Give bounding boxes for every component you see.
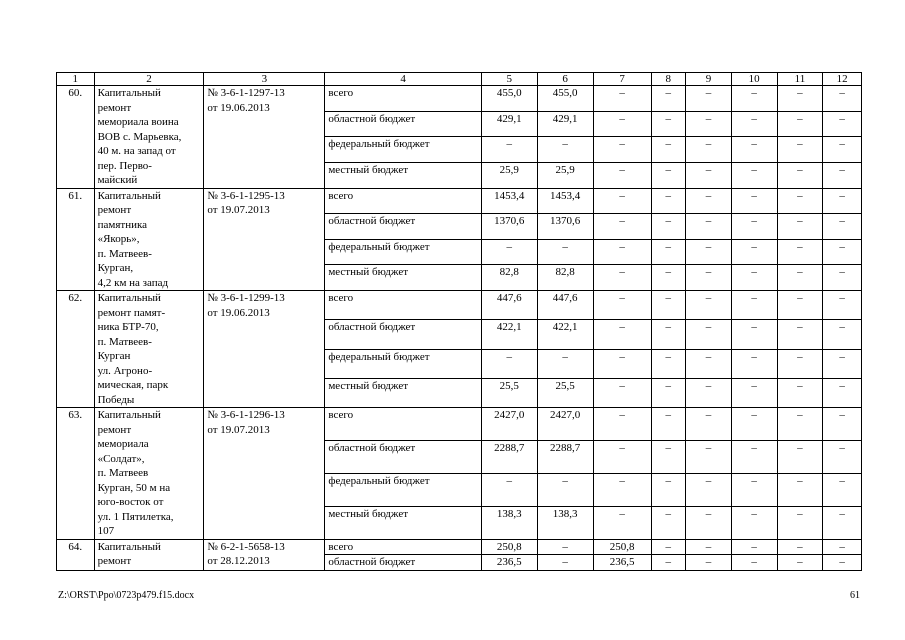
amount-cell: –: [593, 111, 651, 137]
object-name-line: ВОВ с. Марьевка,: [97, 130, 182, 143]
amount-cell: –: [651, 539, 686, 555]
amount-cell: –: [593, 188, 651, 214]
table-body: [57, 73, 862, 571]
amount-cell: –: [731, 111, 777, 137]
amount-cell: –: [651, 291, 686, 320]
amount-cell: –: [686, 440, 732, 473]
amount-cell: –: [481, 349, 537, 378]
amount-cell: –: [777, 162, 823, 188]
amount-cell: –: [537, 239, 593, 265]
amount-cell: –: [686, 214, 732, 240]
object-name-line: Капитальный: [97, 189, 161, 202]
amount-cell: –: [686, 408, 732, 441]
amount-cell: –: [823, 188, 862, 214]
amount-cell: –: [823, 408, 862, 441]
funding-source: федеральный бюджет: [325, 137, 482, 163]
amount-cell: –: [823, 86, 862, 112]
amount-cell: –: [777, 349, 823, 378]
document-reference: [204, 408, 325, 540]
amount-cell: 250,8: [593, 539, 651, 555]
object-name-line: ул. Агроно-: [97, 364, 153, 377]
amount-cell: –: [731, 440, 777, 473]
column-number-header: 5: [481, 73, 537, 86]
amount-cell: –: [481, 239, 537, 265]
object-name-line: ремонт: [97, 204, 132, 216]
amount-cell: –: [731, 320, 777, 349]
amount-cell: –: [593, 440, 651, 473]
column-number-header: 9: [686, 73, 732, 86]
amount-cell: –: [731, 555, 777, 571]
amount-cell: 138,3: [481, 506, 537, 539]
column-number-header: 8: [651, 73, 686, 86]
amount-cell: 1453,4: [537, 188, 593, 214]
amount-cell: –: [537, 137, 593, 163]
object-name-line: Курган, 50 м на: [97, 481, 171, 494]
amount-cell: –: [777, 214, 823, 240]
amount-cell: 429,1: [537, 111, 593, 137]
amount-cell: –: [686, 111, 732, 137]
entry-number: 60.: [57, 86, 95, 189]
object-name-line: 4,2 км на запад: [97, 276, 169, 289]
amount-cell: –: [651, 137, 686, 163]
funding-source: всего: [325, 539, 482, 555]
object-name: [94, 188, 204, 291]
amount-cell: –: [823, 506, 862, 539]
amount-cell: –: [777, 239, 823, 265]
document-reference-line: № 3-6-1-1295-13: [207, 189, 285, 202]
amount-cell: –: [481, 473, 537, 506]
amount-cell: –: [731, 539, 777, 555]
amount-cell: –: [777, 408, 823, 441]
object-name-line: ремонт: [97, 555, 132, 567]
amount-cell: –: [777, 265, 823, 291]
object-name-line: Победы: [97, 393, 135, 406]
amount-cell: –: [651, 162, 686, 188]
object-name-line: мическая, парк: [97, 379, 169, 391]
amount-cell: 1370,6: [481, 214, 537, 240]
amount-cell: 25,9: [481, 162, 537, 188]
amount-cell: 82,8: [481, 265, 537, 291]
object-name-line: Капитальный: [97, 292, 161, 304]
object-name-line: 40 м. на запад от: [97, 145, 176, 157]
funding-source: областной бюджет: [325, 214, 482, 240]
amount-cell: –: [777, 137, 823, 163]
amount-cell: –: [651, 86, 686, 112]
amount-cell: –: [777, 320, 823, 349]
amount-cell: –: [686, 473, 732, 506]
amount-cell: –: [823, 265, 862, 291]
amount-cell: –: [593, 86, 651, 112]
amount-cell: 2427,0: [481, 408, 537, 441]
amount-cell: 2288,7: [537, 440, 593, 473]
amount-cell: –: [777, 111, 823, 137]
funding-source: местный бюджет: [325, 506, 482, 539]
amount-cell: –: [731, 86, 777, 112]
amount-cell: 429,1: [481, 111, 537, 137]
amount-cell: –: [593, 320, 651, 349]
amount-cell: –: [686, 555, 732, 571]
amount-cell: 250,8: [481, 539, 537, 555]
amount-cell: –: [481, 137, 537, 163]
object-name-line: ул. 1 Пятилетка,: [97, 510, 174, 523]
object-name-line: п. Матвеев-: [97, 247, 152, 260]
amount-cell: –: [593, 137, 651, 163]
column-number-header: 3: [204, 73, 325, 86]
object-name-line: мемориала: [97, 438, 149, 450]
amount-cell: 1453,4: [481, 188, 537, 214]
funding-source: местный бюджет: [325, 378, 482, 407]
amount-cell: 455,0: [481, 86, 537, 112]
amount-cell: –: [731, 137, 777, 163]
amount-cell: –: [823, 539, 862, 555]
document-reference-line: № 3-6-1-1296-13: [207, 409, 285, 421]
entry-number: 61.: [57, 188, 95, 291]
amount-cell: 422,1: [537, 320, 593, 349]
column-number-header: 6: [537, 73, 593, 86]
amount-cell: –: [777, 555, 823, 571]
funding-source: областной бюджет: [325, 320, 482, 349]
amount-cell: –: [537, 539, 593, 555]
amount-cell: –: [593, 473, 651, 506]
object-name-line: мемориала воина: [97, 116, 179, 128]
funding-source: федеральный бюджет: [325, 349, 482, 378]
object-name-line: ремонт: [97, 101, 132, 114]
amount-cell: –: [777, 378, 823, 407]
object-name-line: Капитальный: [97, 540, 161, 553]
funding-source: областной бюджет: [325, 555, 482, 571]
amount-cell: –: [593, 291, 651, 320]
column-number-header: 11: [777, 73, 823, 86]
amount-cell: 1370,6: [537, 214, 593, 240]
amount-cell: –: [651, 349, 686, 378]
amount-cell: –: [593, 408, 651, 441]
amount-cell: –: [823, 473, 862, 506]
amount-cell: –: [731, 349, 777, 378]
document-reference: [204, 539, 325, 570]
amount-cell: –: [731, 506, 777, 539]
amount-cell: –: [537, 473, 593, 506]
amount-cell: –: [777, 539, 823, 555]
document-reference: [204, 86, 325, 189]
amount-cell: –: [651, 408, 686, 441]
funding-source: областной бюджет: [325, 111, 482, 137]
amount-cell: –: [731, 265, 777, 291]
amount-cell: –: [686, 162, 732, 188]
amount-cell: –: [593, 162, 651, 188]
amount-cell: –: [686, 539, 732, 555]
document-reference-line: от 19.07.2013: [207, 423, 270, 436]
object-name: [94, 408, 204, 540]
amount-cell: –: [686, 291, 732, 320]
object-name-line: «Якорь»,: [97, 233, 140, 245]
amount-cell: –: [823, 378, 862, 407]
amount-cell: 82,8: [537, 265, 593, 291]
amount-cell: –: [823, 137, 862, 163]
amount-cell: –: [731, 188, 777, 214]
funding-source: областной бюджет: [325, 440, 482, 473]
object-name-line: пер. Перво-: [97, 159, 152, 172]
object-name: [94, 86, 204, 189]
document-reference-line: от 19.06.2013: [207, 101, 270, 114]
document-reference-line: № 3-6-1-1297-13: [207, 87, 285, 99]
object-name-line: п. Матвеев-: [97, 335, 152, 348]
object-name-line: Капитальный: [97, 409, 161, 421]
document-reference-line: от 28.12.2013: [207, 555, 270, 567]
amount-cell: –: [823, 349, 862, 378]
amount-cell: –: [823, 555, 862, 571]
amount-cell: –: [593, 265, 651, 291]
amount-cell: –: [651, 111, 686, 137]
table-row: [57, 408, 862, 441]
amount-cell: –: [823, 239, 862, 265]
amount-cell: 138,3: [537, 506, 593, 539]
funding-source: местный бюджет: [325, 162, 482, 188]
document-reference-line: от 19.06.2013: [207, 306, 270, 319]
amount-cell: –: [651, 378, 686, 407]
object-name-line: Капитальный: [97, 87, 161, 99]
amount-cell: 2288,7: [481, 440, 537, 473]
document-reference: [204, 291, 325, 408]
amount-cell: –: [777, 440, 823, 473]
amount-cell: –: [593, 214, 651, 240]
object-name-line: «Солдат»,: [97, 452, 145, 465]
footer-page-number: 61: [850, 590, 860, 601]
amount-cell: –: [731, 291, 777, 320]
funding-source: местный бюджет: [325, 265, 482, 291]
amount-cell: –: [686, 265, 732, 291]
amount-cell: 447,6: [537, 291, 593, 320]
object-name: [94, 291, 204, 408]
amount-cell: –: [686, 188, 732, 214]
column-number-header: 4: [325, 73, 482, 86]
object-name-line: п. Матвеев: [97, 467, 149, 479]
amount-cell: –: [651, 473, 686, 506]
amount-cell: –: [823, 214, 862, 240]
budget-table: [56, 72, 862, 571]
column-number-header: 2: [94, 73, 204, 86]
funding-source: всего: [325, 86, 482, 112]
amount-cell: –: [731, 162, 777, 188]
footer-file-path: Z:\ORST\Ppo\0723p479.f15.docx: [58, 590, 195, 601]
funding-source: федеральный бюджет: [325, 239, 482, 265]
table-row: [57, 188, 862, 214]
amount-cell: –: [686, 320, 732, 349]
funding-source: всего: [325, 291, 482, 320]
table-row: [57, 291, 862, 320]
amount-cell: –: [651, 320, 686, 349]
amount-cell: –: [823, 291, 862, 320]
amount-cell: 236,5: [481, 555, 537, 571]
amount-cell: –: [651, 265, 686, 291]
amount-cell: –: [593, 506, 651, 539]
object-name: [94, 539, 204, 570]
amount-cell: –: [686, 86, 732, 112]
amount-cell: –: [651, 440, 686, 473]
amount-cell: –: [537, 555, 593, 571]
amount-cell: –: [593, 349, 651, 378]
object-name-line: майский: [97, 174, 138, 186]
amount-cell: –: [651, 555, 686, 571]
amount-cell: 455,0: [537, 86, 593, 112]
document-reference-line: № 3-6-1-1299-13: [207, 292, 285, 304]
object-name-line: Курган: [97, 350, 131, 362]
amount-cell: 2427,0: [537, 408, 593, 441]
amount-cell: 236,5: [593, 555, 651, 571]
entry-number: 62.: [57, 291, 95, 408]
object-name-line: памятника: [97, 218, 148, 231]
amount-cell: –: [651, 188, 686, 214]
amount-cell: 25,9: [537, 162, 593, 188]
amount-cell: –: [731, 473, 777, 506]
amount-cell: 447,6: [481, 291, 537, 320]
object-name-line: ника БТР-70,: [97, 321, 159, 333]
amount-cell: 25,5: [481, 378, 537, 407]
amount-cell: –: [686, 349, 732, 378]
object-name-line: юго-восток от: [97, 496, 164, 508]
amount-cell: –: [731, 378, 777, 407]
amount-cell: –: [777, 473, 823, 506]
object-name-line: Курган,: [97, 262, 134, 274]
object-name-line: 107: [97, 525, 115, 537]
amount-cell: –: [823, 320, 862, 349]
amount-cell: –: [686, 506, 732, 539]
amount-cell: –: [823, 162, 862, 188]
funding-source: федеральный бюджет: [325, 473, 482, 506]
amount-cell: –: [777, 506, 823, 539]
amount-cell: –: [777, 86, 823, 112]
amount-cell: –: [777, 188, 823, 214]
amount-cell: –: [777, 291, 823, 320]
column-number-header: 12: [823, 73, 862, 86]
amount-cell: –: [731, 214, 777, 240]
amount-cell: –: [593, 378, 651, 407]
amount-cell: –: [651, 214, 686, 240]
column-number-header: 1: [57, 73, 95, 86]
object-name-line: ремонт: [97, 423, 132, 436]
table-row: [57, 539, 862, 555]
amount-cell: –: [537, 349, 593, 378]
header-row: [57, 73, 862, 86]
column-number-header: 7: [593, 73, 651, 86]
table-row: [57, 86, 862, 112]
amount-cell: –: [686, 137, 732, 163]
amount-cell: 25,5: [537, 378, 593, 407]
amount-cell: 422,1: [481, 320, 537, 349]
column-number-header: 10: [731, 73, 777, 86]
amount-cell: –: [593, 239, 651, 265]
entry-number: 64.: [57, 539, 95, 570]
amount-cell: –: [651, 239, 686, 265]
amount-cell: –: [686, 239, 732, 265]
amount-cell: –: [823, 440, 862, 473]
document-reference: [204, 188, 325, 291]
document-reference-line: от 19.07.2013: [207, 204, 270, 216]
funding-source: всего: [325, 408, 482, 441]
entry-number: 63.: [57, 408, 95, 540]
document-reference-line: № 6-2-1-5658-13: [207, 540, 285, 553]
amount-cell: –: [731, 239, 777, 265]
object-name-line: ремонт памят-: [97, 306, 166, 319]
amount-cell: –: [823, 111, 862, 137]
amount-cell: –: [731, 408, 777, 441]
amount-cell: –: [651, 506, 686, 539]
funding-source: всего: [325, 188, 482, 214]
amount-cell: –: [686, 378, 732, 407]
